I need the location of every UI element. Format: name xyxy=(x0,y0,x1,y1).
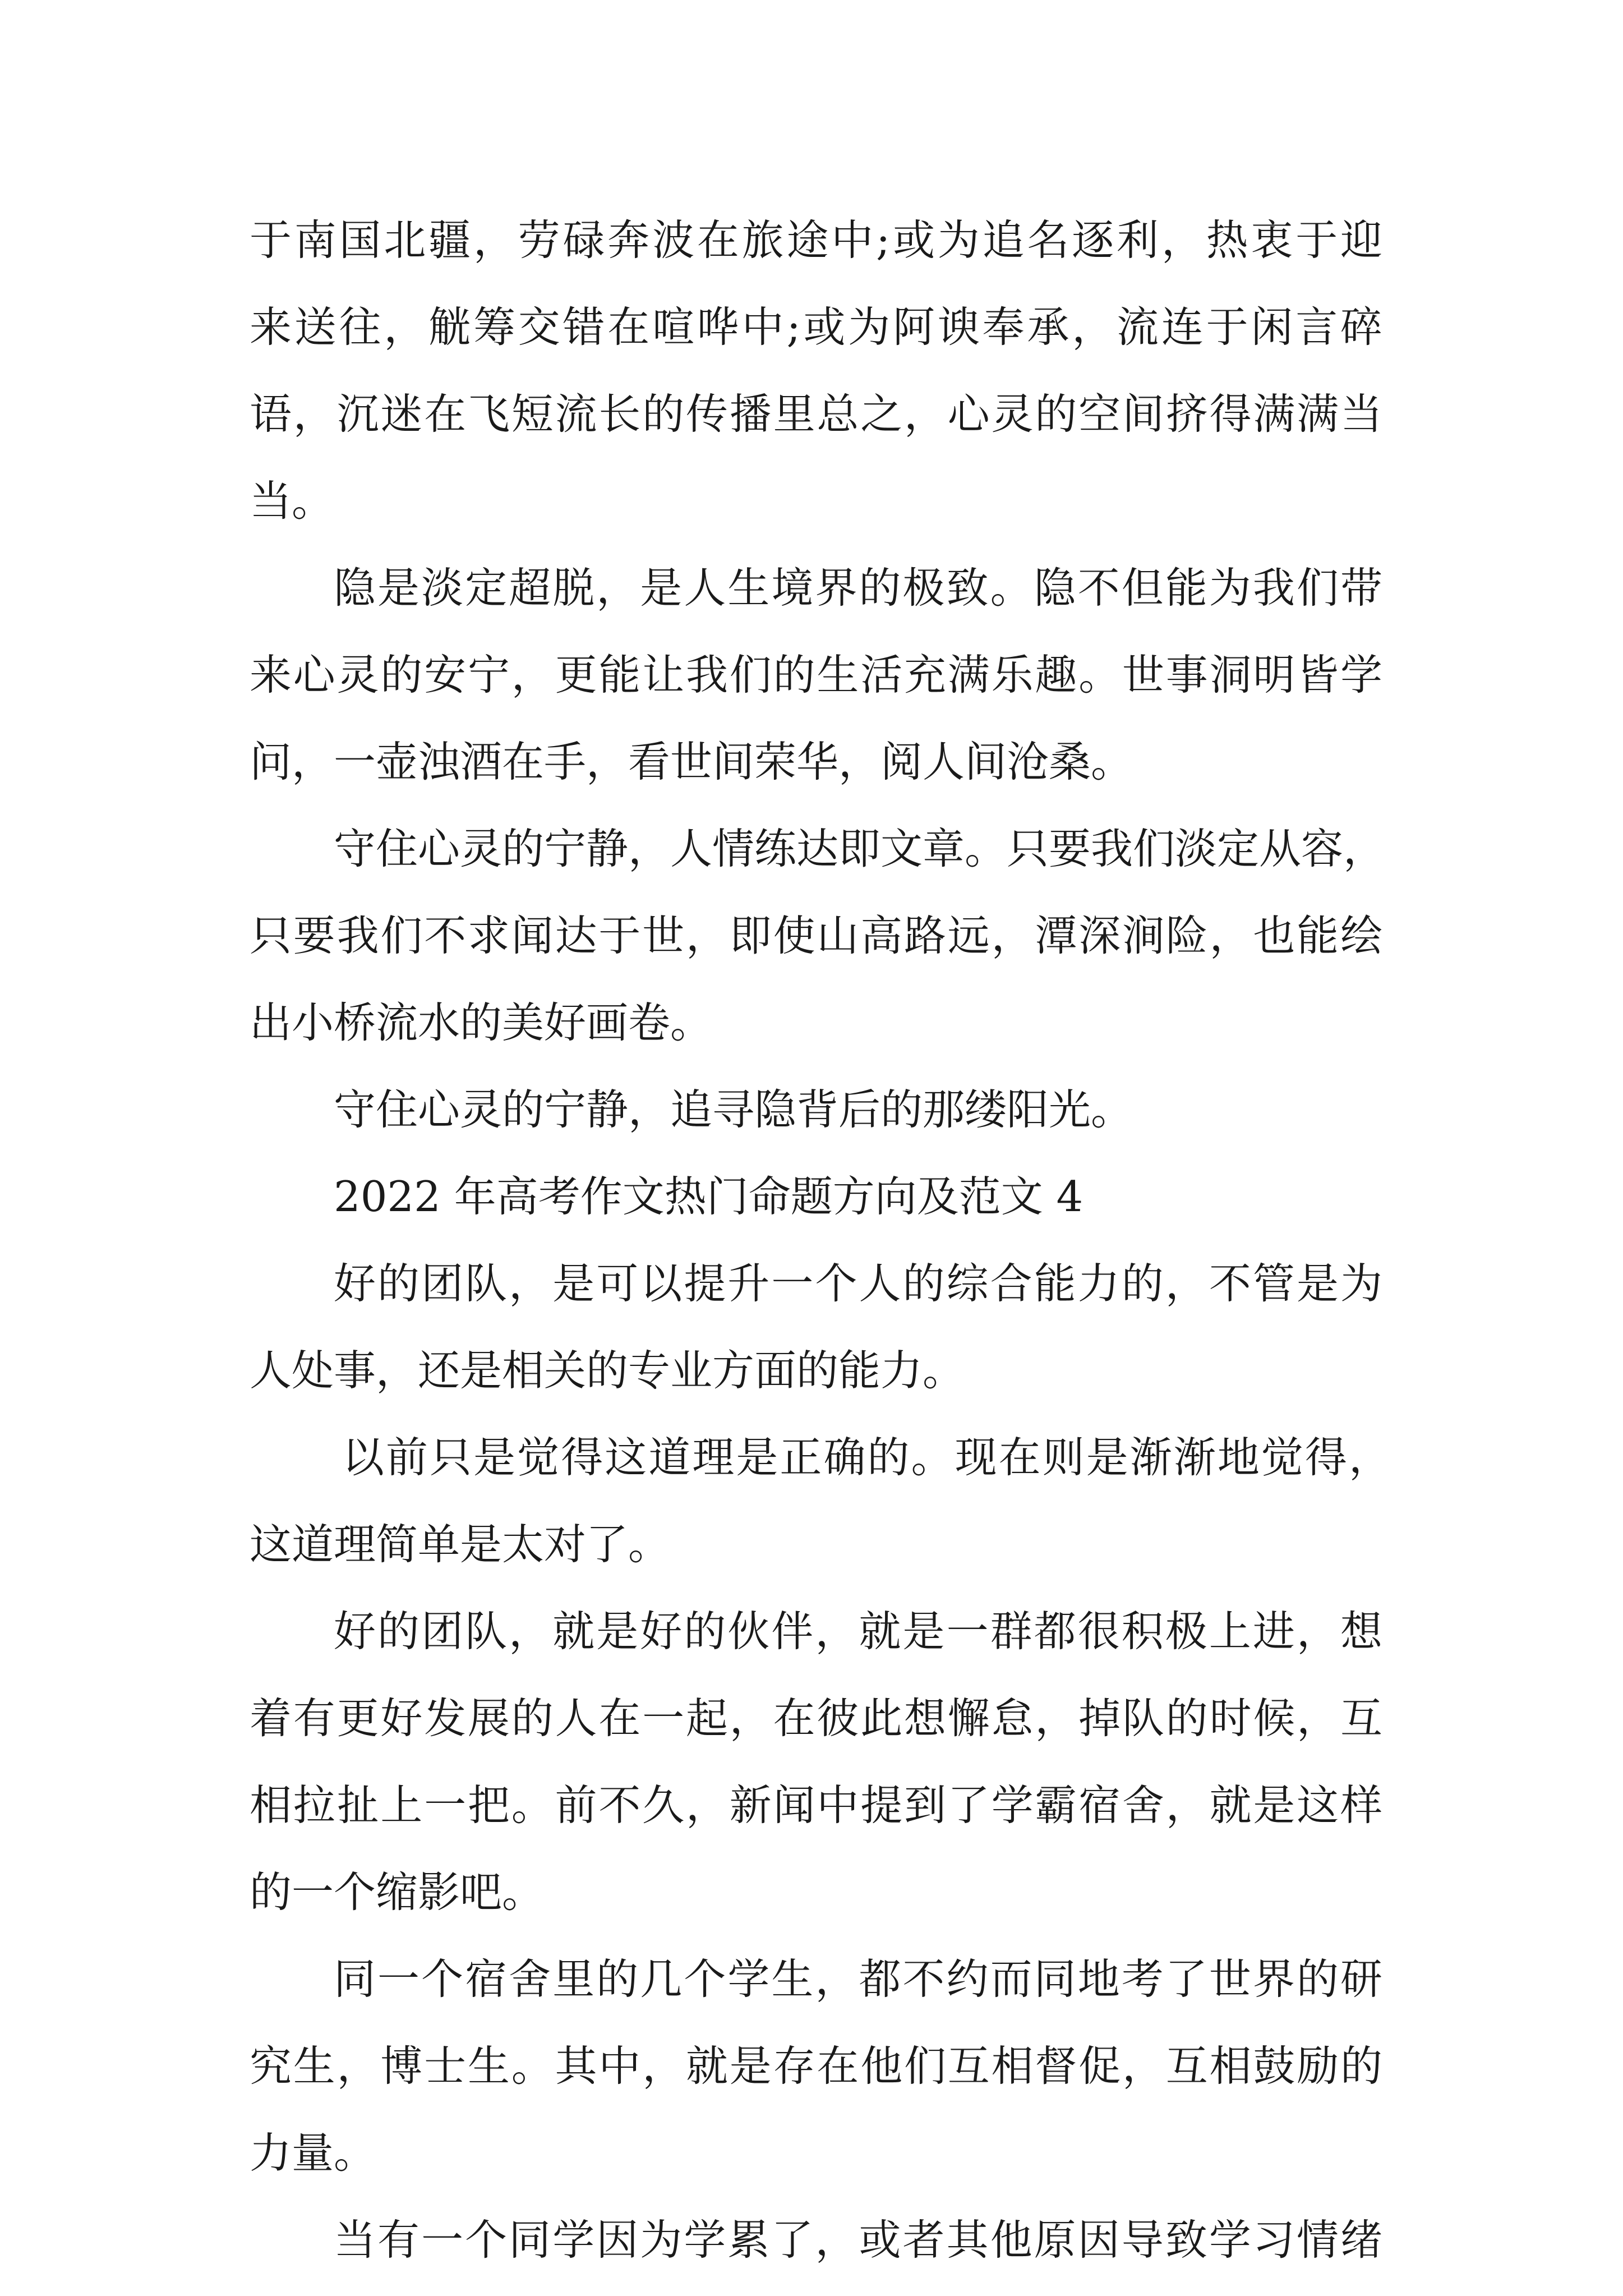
text-line: 力量。 xyxy=(250,2128,376,2178)
paragraph-first-line: 好的团队，是可以提升一个人的综合能力的，不管是为 xyxy=(334,1259,1382,1308)
text-line: 的一个缩影吧。 xyxy=(250,1867,545,1917)
paragraph-first-line: 好的团队，就是好的伙伴，就是一群都很积极上进，想 xyxy=(334,1607,1382,1656)
paragraph-first-line: 守住心灵的宁静，人情练达即文章。只要我们淡定从容， xyxy=(334,824,1386,873)
paragraph-first-line: 守住心灵的宁静，追寻隐背后的那缕阳光。 xyxy=(334,1085,1133,1134)
paragraph-first-line: 当有一个同学因为学累了，或者其他原因导致学习情绪 xyxy=(334,2215,1382,2265)
paragraph-first-line: 同一个宿舍里的几个学生，都不约而同地考了世界的研 xyxy=(334,1954,1382,2004)
text-line: 问，一壶浊酒在手，看世间荣华，阅人间沧桑。 xyxy=(250,737,1133,786)
text-line: 语，沉迷在飞短流长的传播里总之，心灵的空间挤得满满当 xyxy=(250,389,1382,439)
text-line: 只要我们不求闻达于世，即使山高路远，潭深涧险，也能绘 xyxy=(250,911,1382,960)
text-line: 出小桥流水的美好画卷。 xyxy=(250,998,713,1047)
text-line: 着有更好发展的人在一起，在彼此想懈怠，掉队的时候，互 xyxy=(250,1694,1382,1743)
text-line: 人处事，还是相关的专业方面的能力。 xyxy=(250,1346,965,1395)
section-heading: 2022 年高考作文热门命题方向及范文 4 xyxy=(334,1172,1083,1221)
paragraph-first-line: 隐是淡定超脱，是人生境界的极致。隐不但能为我们带 xyxy=(334,563,1382,613)
text-line: 来送往，觥筹交错在喧哗中;或为阿谀奉承，流连于闲言碎 xyxy=(250,302,1382,352)
text-line: 来心灵的安宁，更能让我们的生活充满乐趣。世事洞明皆学 xyxy=(250,650,1382,700)
text-line: 当。 xyxy=(250,476,334,526)
paragraph-first-line: 以前只是觉得这道理是正确的。现在则是渐渐地觉得， xyxy=(342,1433,1391,1482)
text-line: 这道理简单是太对了。 xyxy=(250,1520,671,1569)
text-line: 究生，博士生。其中，就是存在他们互相督促，互相鼓励的 xyxy=(250,2041,1382,2091)
text-line: 相拉扯上一把。前不久，新闻中提到了学霸宿舍，就是这样 xyxy=(250,1780,1382,1830)
text-line: 于南国北疆，劳碌奔波在旅途中;或为追名逐利，热衷于迎 xyxy=(250,215,1382,265)
